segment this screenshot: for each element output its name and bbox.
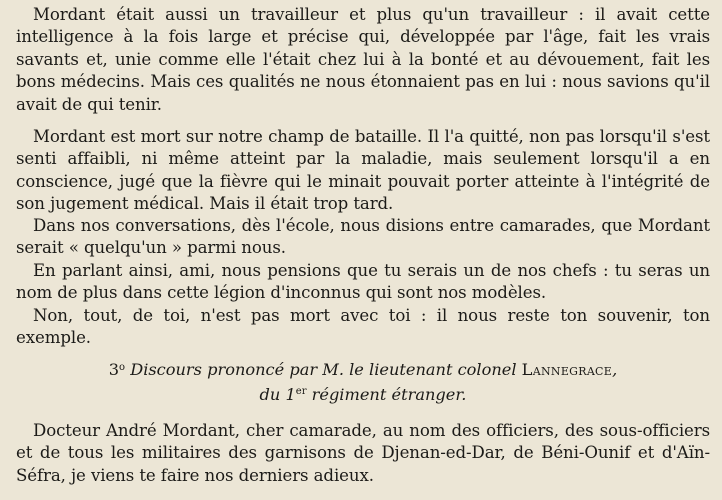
- speech-heading-line-1: [16, 357, 710, 381]
- speech-heading-suffix: ,: [612, 360, 618, 379]
- speaker-name: Lannegrace: [521, 360, 613, 379]
- paragraph-5: Non, tout, de toi, n'est pas mort avec toi : il nous reste ton souvenir, ton exemple.: [16, 306, 710, 348]
- regiment-ordinal: er: [295, 386, 307, 398]
- paragraph-3: Dans nos conversations, dès l'école, nous disions entre camarades, que Mordant serait « quelqu'un » parmi nous.: [16, 216, 710, 258]
- speech-number: 3: [108, 360, 120, 379]
- speech-heading-line-2: [16, 381, 710, 406]
- paragraph-1: Mordant était aussi un travailleur et plus qu'un travailleur : il avait cette intelligence à la fois large et précise qui, développée par l'âge, fait les vrais savants et, unie comme elle l'était chez lui à la bonté et au dévouement, fait les bons médecins. Mais ces qualités ne nous étonnaient pas en lui : nous savions qu'il avait de qui tenir.: [16, 5, 710, 114]
- regiment-suffix: régiment étranger.: [306, 385, 467, 405]
- speech-heading: [16, 357, 710, 407]
- speech-number-degree: o: [119, 362, 126, 373]
- paragraph-4: En parlant ainsi, ami, nous pensions que tu serais un de nos chefs : tu seras un nom de plus dans cette légion d'inconnus qui sont nos modèles.: [16, 261, 710, 303]
- paragraph-6: Docteur André Mordant, cher camarade, au nom des officiers, des sous-officiers et de tous les militaires des garnisons de Djenan-ed-Dar, de Béni-Ounif et d'Aïn-Séfra, je viens te faire nos derniers adieux.: [16, 421, 710, 485]
- speech-heading-prefix: Discours prononcé par M. le lieutenant colonel: [125, 360, 522, 379]
- regiment-prefix: du 1: [259, 385, 296, 405]
- paragraph-2: Mordant est mort sur notre champ de bataille. Il l'a quitté, non pas lorsqu'il s'est senti affaibli, ni même atteint par la maladie, mais seulement lorsqu'il a en conscience, jugé que la fièvre qui le minait pouvait porter atteinte à l'intégrité de son jugement médical. Mais il était trop tard.: [16, 127, 710, 214]
